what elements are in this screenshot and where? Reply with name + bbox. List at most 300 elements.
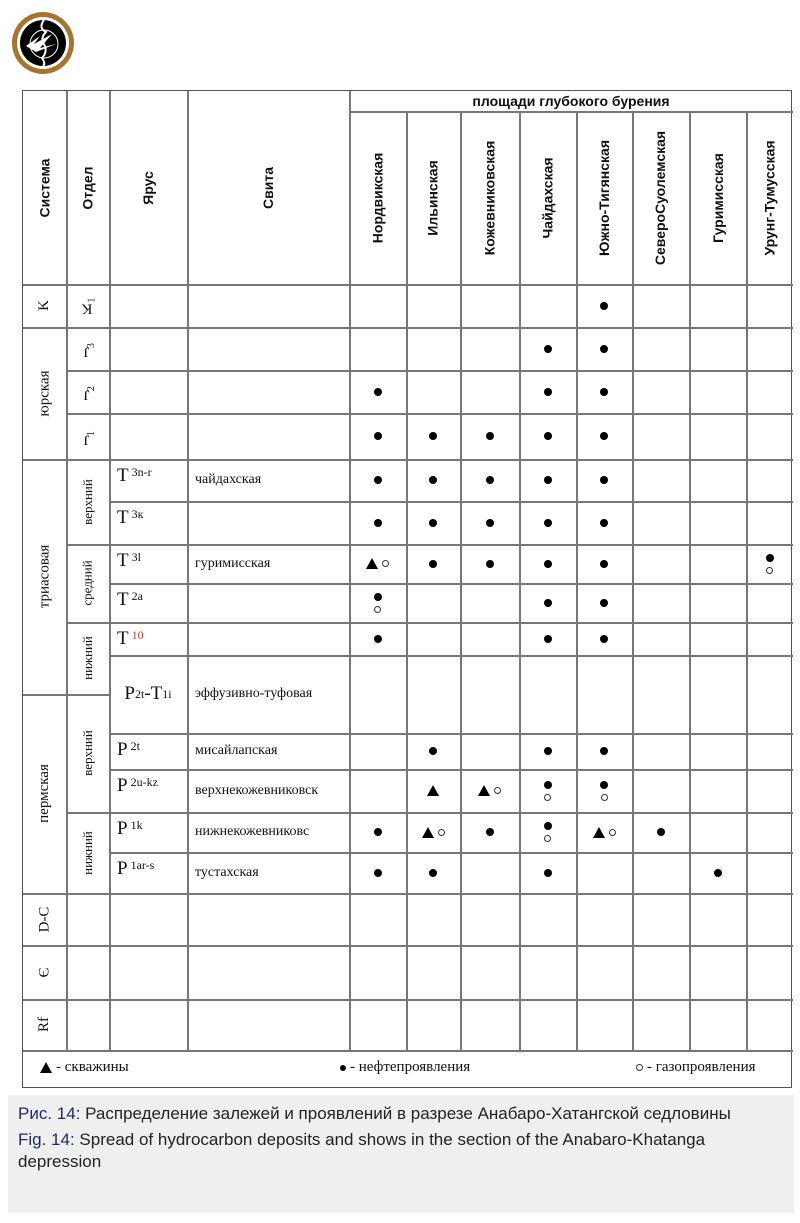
show-cell bbox=[689, 622, 746, 655]
area-header-label: Урунг-Тумусская bbox=[761, 139, 778, 256]
show-cell bbox=[576, 544, 632, 583]
show-cell bbox=[746, 622, 793, 655]
division-k1 bbox=[66, 284, 109, 327]
system-label: K bbox=[36, 300, 52, 311]
system-label: D-C bbox=[36, 906, 52, 932]
show-cell bbox=[519, 733, 576, 769]
area-header-label: Ильинская bbox=[425, 159, 441, 236]
oil-show-icon bbox=[374, 828, 382, 836]
suite-cell bbox=[187, 413, 357, 459]
show-cell bbox=[632, 583, 689, 622]
grid-line bbox=[109, 812, 793, 814]
show-cell bbox=[576, 733, 632, 769]
oil-show-icon bbox=[486, 519, 494, 527]
suite-cell bbox=[187, 622, 357, 655]
show-cell bbox=[576, 812, 632, 852]
show-cell bbox=[519, 852, 576, 893]
grid-line bbox=[23, 694, 109, 696]
oil-show-icon bbox=[544, 747, 552, 755]
show-cell bbox=[576, 459, 632, 501]
show-cell bbox=[460, 544, 519, 583]
gas-show-icon bbox=[374, 606, 381, 613]
area-header bbox=[349, 111, 406, 284]
header-suite bbox=[187, 91, 349, 284]
oil-show-icon bbox=[544, 345, 552, 353]
show-cell bbox=[746, 413, 793, 459]
show-cell bbox=[746, 812, 793, 852]
show-cell bbox=[689, 501, 746, 544]
show-cell bbox=[460, 327, 519, 370]
suite-cell bbox=[187, 945, 357, 999]
oil-show-icon bbox=[544, 388, 552, 396]
stage-cell: T 2a bbox=[117, 589, 143, 610]
legend-oil-label: - нефтепроявления bbox=[350, 1059, 471, 1075]
show-cell bbox=[632, 370, 689, 413]
show-cell bbox=[689, 655, 746, 733]
stage-cell bbox=[109, 370, 195, 413]
oil-show-icon bbox=[429, 519, 437, 527]
legend bbox=[22, 1049, 792, 1087]
system-cambrian bbox=[23, 945, 66, 999]
area-header-label: Чайдахская bbox=[539, 156, 556, 239]
show-cell bbox=[460, 769, 519, 812]
gas-show-icon bbox=[766, 567, 773, 574]
grid-line bbox=[109, 893, 793, 895]
system-triassic bbox=[23, 459, 66, 694]
show-cell bbox=[632, 769, 689, 812]
suite-cell bbox=[187, 583, 357, 622]
show-cell bbox=[349, 733, 406, 769]
figure-caption bbox=[8, 1095, 794, 1213]
grid-line bbox=[66, 413, 109, 415]
division-permian-upper bbox=[66, 694, 109, 812]
show-cell bbox=[519, 893, 576, 945]
area-header-label: Гуримисская bbox=[709, 152, 726, 243]
grid-line bbox=[109, 544, 793, 546]
show-cell bbox=[689, 893, 746, 945]
oil-show-icon bbox=[374, 593, 382, 601]
suite-cell bbox=[187, 370, 357, 413]
suite-cell: верхнекожевниковск bbox=[195, 782, 319, 798]
show-cell bbox=[406, 370, 460, 413]
gas-show-icon bbox=[438, 829, 445, 836]
show-cell bbox=[406, 852, 460, 893]
show-cell bbox=[576, 583, 632, 622]
oil-show-icon bbox=[600, 635, 608, 643]
show-cell bbox=[519, 501, 576, 544]
show-cell bbox=[406, 284, 460, 327]
division-j2 bbox=[66, 370, 109, 413]
grid-line bbox=[576, 111, 578, 1050]
header-suite-label: Свита bbox=[260, 166, 276, 209]
grid-line bbox=[632, 111, 634, 1050]
show-cell bbox=[460, 893, 519, 945]
show-cell bbox=[632, 893, 689, 945]
header-system-label: Система bbox=[36, 158, 53, 217]
gas-show-icon bbox=[382, 560, 389, 567]
area-header-label: Кожевниковская bbox=[481, 140, 498, 255]
stage-cell bbox=[109, 945, 195, 999]
well-icon bbox=[366, 558, 378, 569]
show-cell bbox=[406, 769, 460, 812]
suite-cell bbox=[187, 327, 357, 370]
oil-show-icon bbox=[600, 599, 608, 607]
show-cell bbox=[689, 413, 746, 459]
grid-line bbox=[66, 91, 68, 1050]
oil-show-icon bbox=[600, 432, 608, 440]
oil-show-icon bbox=[544, 822, 552, 830]
show-cell bbox=[460, 370, 519, 413]
oil-show-icon bbox=[600, 476, 608, 484]
suite-cell: нижнекожевниковс bbox=[195, 824, 310, 839]
show-cell bbox=[746, 583, 793, 622]
stage-cell: P 2t bbox=[117, 739, 140, 760]
show-cell bbox=[349, 459, 406, 501]
grid-line bbox=[109, 370, 793, 372]
oil-show-icon bbox=[429, 476, 437, 484]
show-cell bbox=[519, 812, 576, 852]
show-cell bbox=[349, 769, 406, 812]
gas-show-icon bbox=[601, 794, 608, 801]
suite-cell: гуримисская bbox=[195, 555, 271, 571]
division-label: нижний bbox=[79, 636, 95, 680]
show-cell bbox=[632, 501, 689, 544]
well-icon bbox=[422, 827, 434, 838]
header-stage bbox=[109, 91, 187, 284]
legend-wells bbox=[40, 1059, 129, 1076]
oil-show-icon bbox=[600, 302, 608, 310]
stage-cell: T 3l bbox=[117, 550, 141, 571]
show-cell bbox=[519, 999, 576, 1050]
grid-line bbox=[109, 733, 793, 735]
show-cell bbox=[632, 284, 689, 327]
system-k bbox=[23, 284, 66, 327]
oil-show-icon bbox=[544, 635, 552, 643]
show-cell bbox=[519, 945, 576, 999]
show-cell bbox=[349, 812, 406, 852]
suite-cell: чайдахская bbox=[195, 472, 262, 487]
header-stage-label: Ярус bbox=[140, 170, 156, 205]
show-cell bbox=[406, 812, 460, 852]
stage-cell: P 1ar-s bbox=[117, 858, 155, 879]
show-cell bbox=[576, 413, 632, 459]
grid-line bbox=[746, 111, 748, 1050]
oil-show-icon bbox=[544, 560, 552, 568]
oil-show-icon bbox=[374, 519, 382, 527]
area-header bbox=[746, 111, 793, 284]
area-header-label: СевероСуолемская bbox=[652, 130, 669, 265]
show-cell bbox=[460, 583, 519, 622]
show-cell bbox=[632, 622, 689, 655]
show-cell bbox=[689, 733, 746, 769]
system-label: пермская bbox=[36, 764, 53, 823]
show-cell bbox=[746, 370, 793, 413]
well-icon bbox=[478, 785, 490, 796]
show-cell bbox=[519, 413, 576, 459]
show-cell bbox=[460, 812, 519, 852]
division-label: $J_1$ bbox=[83, 430, 97, 447]
grid-line bbox=[23, 945, 793, 947]
oil-show-icon bbox=[544, 476, 552, 484]
show-cell bbox=[689, 999, 746, 1050]
division-label: верхний bbox=[79, 730, 95, 776]
oil-show-icon bbox=[544, 599, 552, 607]
oil-show-icon bbox=[600, 781, 608, 789]
stage-cell: T 3n-r bbox=[117, 465, 152, 486]
division-label: $J_2$ bbox=[83, 386, 97, 403]
suite-cell: тустахская bbox=[195, 864, 259, 880]
show-cell bbox=[746, 544, 793, 583]
show-cell bbox=[519, 769, 576, 812]
caption-ru-label: Рис. 14: bbox=[18, 1104, 81, 1123]
journal-logo-icon bbox=[10, 10, 76, 76]
division-label: $J_3$ bbox=[83, 343, 97, 360]
show-cell bbox=[519, 655, 576, 733]
oil-show-icon bbox=[374, 476, 382, 484]
grid-line bbox=[23, 893, 109, 895]
stage-cell: P 1k bbox=[117, 818, 143, 839]
stage-cell bbox=[109, 284, 195, 327]
area-header-label: Южно-Тигянская bbox=[596, 139, 613, 256]
show-cell bbox=[349, 583, 406, 622]
header-areas-group: площади глубокого бурения bbox=[472, 93, 670, 109]
show-cell bbox=[689, 544, 746, 583]
stage-cell bbox=[109, 893, 195, 945]
suite-cell: мисайлапская bbox=[195, 743, 278, 758]
show-cell bbox=[746, 501, 793, 544]
stage-cell bbox=[109, 413, 195, 459]
grid-line bbox=[66, 544, 109, 546]
oil-show-icon bbox=[766, 554, 774, 562]
show-cell bbox=[689, 812, 746, 852]
oil-show-icon bbox=[714, 869, 722, 877]
oil-show-icon bbox=[600, 560, 608, 568]
area-header bbox=[632, 111, 689, 284]
oil-show-icon bbox=[374, 635, 382, 643]
show-cell bbox=[746, 893, 793, 945]
oil-show-icon bbox=[429, 432, 437, 440]
show-cell bbox=[632, 655, 689, 733]
show-cell bbox=[349, 284, 406, 327]
stage-cell: T 3к bbox=[117, 507, 144, 528]
division-label: верхний bbox=[79, 478, 95, 525]
system-label: триасовая bbox=[36, 544, 52, 609]
show-cell bbox=[406, 583, 460, 622]
division-permian-lower bbox=[66, 812, 109, 893]
division-label: средний bbox=[79, 560, 95, 606]
show-cell bbox=[689, 370, 746, 413]
show-cell bbox=[576, 893, 632, 945]
suite-cell: эффузивно-туфовая bbox=[195, 686, 313, 701]
system-label: Rf bbox=[36, 1017, 52, 1032]
show-cell bbox=[406, 733, 460, 769]
system-label: Є bbox=[36, 967, 52, 977]
area-header bbox=[519, 111, 576, 284]
show-cell bbox=[406, 501, 460, 544]
show-cell bbox=[349, 893, 406, 945]
oil-show-icon bbox=[429, 560, 437, 568]
show-cell bbox=[746, 769, 793, 812]
division-triassic-lower bbox=[66, 622, 109, 694]
legend-gas-label: - газопроявления bbox=[647, 1059, 756, 1075]
grid-line bbox=[66, 812, 109, 814]
caption-en-text: Spread of hydrocarbon deposits and shows in the section of the Anabaro-Khatanga depression bbox=[18, 1130, 706, 1171]
show-cell bbox=[746, 327, 793, 370]
oil-show-icon bbox=[429, 747, 437, 755]
grid-line bbox=[109, 91, 111, 1050]
show-cell bbox=[576, 852, 632, 893]
grid-line bbox=[349, 91, 351, 1050]
grid-line bbox=[689, 111, 691, 1050]
show-cell bbox=[632, 812, 689, 852]
grid-line bbox=[23, 999, 793, 1001]
show-cell bbox=[632, 945, 689, 999]
suite-cell bbox=[187, 501, 357, 544]
stage-cell bbox=[109, 327, 195, 370]
stage-cell bbox=[109, 999, 195, 1050]
hollow-dot-icon bbox=[636, 1064, 643, 1071]
grid-line bbox=[66, 622, 109, 624]
division-j1 bbox=[66, 413, 109, 459]
caption-ru-text: Распределение залежей и проявлений в разрезе Анабаро-Хатангской седловины bbox=[80, 1104, 731, 1123]
oil-show-icon bbox=[600, 345, 608, 353]
grid-line bbox=[109, 769, 793, 771]
show-cell bbox=[406, 459, 460, 501]
grid-line bbox=[109, 655, 793, 657]
legend-gas bbox=[636, 1059, 756, 1076]
show-cell bbox=[576, 622, 632, 655]
show-cell bbox=[349, 945, 406, 999]
show-cell bbox=[460, 284, 519, 327]
show-cell bbox=[406, 945, 460, 999]
oil-show-icon bbox=[486, 476, 494, 484]
show-cell bbox=[460, 733, 519, 769]
show-cell bbox=[406, 893, 460, 945]
show-cell bbox=[689, 583, 746, 622]
oil-show-icon bbox=[600, 388, 608, 396]
oil-show-icon bbox=[600, 747, 608, 755]
show-cell bbox=[632, 544, 689, 583]
oil-show-icon bbox=[544, 869, 552, 877]
oil-show-icon bbox=[374, 388, 382, 396]
area-header-label: Нордвикская bbox=[369, 152, 386, 243]
oil-show-icon bbox=[544, 432, 552, 440]
show-cell bbox=[519, 622, 576, 655]
header-division-label: Отдел bbox=[79, 165, 96, 210]
show-cell bbox=[349, 999, 406, 1050]
area-header bbox=[460, 111, 519, 284]
header-system bbox=[23, 91, 66, 284]
oil-show-icon bbox=[486, 828, 494, 836]
suite-cell bbox=[187, 893, 357, 945]
show-cell bbox=[460, 459, 519, 501]
show-cell bbox=[349, 501, 406, 544]
show-cell bbox=[349, 622, 406, 655]
show-cell bbox=[689, 945, 746, 999]
oil-show-icon bbox=[429, 869, 437, 877]
show-cell bbox=[746, 655, 793, 733]
show-cell bbox=[689, 852, 746, 893]
show-cell bbox=[406, 655, 460, 733]
show-cell bbox=[519, 544, 576, 583]
division-triassic-middle bbox=[66, 544, 109, 622]
show-cell bbox=[349, 327, 406, 370]
show-cell bbox=[689, 769, 746, 812]
show-cell bbox=[576, 945, 632, 999]
grid-line bbox=[109, 852, 793, 854]
grid-line bbox=[109, 413, 793, 415]
stage-cell: P 2u-kz bbox=[117, 775, 158, 796]
show-cell bbox=[576, 370, 632, 413]
caption-en-label: Fig. 14: bbox=[18, 1130, 75, 1149]
system-label: юрская bbox=[36, 370, 53, 416]
stage-cell: T 10 bbox=[117, 628, 144, 649]
show-cell bbox=[689, 327, 746, 370]
grid-line bbox=[23, 459, 793, 461]
show-cell bbox=[406, 413, 460, 459]
show-cell bbox=[632, 327, 689, 370]
show-cell bbox=[460, 501, 519, 544]
show-cell bbox=[576, 327, 632, 370]
grid-line bbox=[519, 111, 521, 1050]
gas-show-icon bbox=[544, 835, 551, 842]
show-cell bbox=[460, 622, 519, 655]
caption-en bbox=[18, 1129, 784, 1173]
oil-show-icon bbox=[486, 432, 494, 440]
oil-show-icon bbox=[544, 519, 552, 527]
grid-line bbox=[66, 370, 109, 372]
legend-wells-label: - скважины bbox=[56, 1059, 129, 1075]
show-cell bbox=[746, 999, 793, 1050]
grid-line bbox=[187, 91, 189, 1050]
division-triassic-upper bbox=[66, 459, 109, 544]
filled-dot-icon bbox=[340, 1065, 346, 1071]
show-cell bbox=[349, 655, 406, 733]
system-riphean bbox=[23, 999, 66, 1050]
gas-show-icon bbox=[494, 787, 501, 794]
grid-line bbox=[109, 501, 793, 503]
show-cell bbox=[632, 413, 689, 459]
division-j3 bbox=[66, 327, 109, 370]
caption-ru bbox=[18, 1103, 784, 1125]
triangle-icon bbox=[40, 1062, 52, 1073]
grid-line bbox=[406, 111, 408, 1050]
oil-show-icon bbox=[544, 781, 552, 789]
system-permian bbox=[23, 694, 66, 893]
suite-cell bbox=[187, 284, 357, 327]
show-cell bbox=[406, 999, 460, 1050]
show-cell bbox=[746, 945, 793, 999]
show-cell bbox=[576, 769, 632, 812]
show-cell bbox=[519, 370, 576, 413]
gas-show-icon bbox=[609, 829, 616, 836]
legend-oil bbox=[340, 1059, 470, 1076]
grid-line bbox=[109, 622, 793, 624]
show-cell bbox=[632, 459, 689, 501]
oil-show-icon bbox=[374, 432, 382, 440]
show-cell bbox=[689, 284, 746, 327]
well-icon bbox=[593, 827, 605, 838]
stratigraphy-table bbox=[22, 90, 792, 1088]
area-header bbox=[576, 111, 632, 284]
well-icon bbox=[427, 785, 439, 796]
grid-line bbox=[349, 111, 793, 113]
show-cell bbox=[349, 544, 406, 583]
show-cell bbox=[519, 327, 576, 370]
system-devonian-carboniferous bbox=[23, 893, 66, 945]
show-cell bbox=[746, 459, 793, 501]
suite-cell bbox=[187, 999, 357, 1050]
